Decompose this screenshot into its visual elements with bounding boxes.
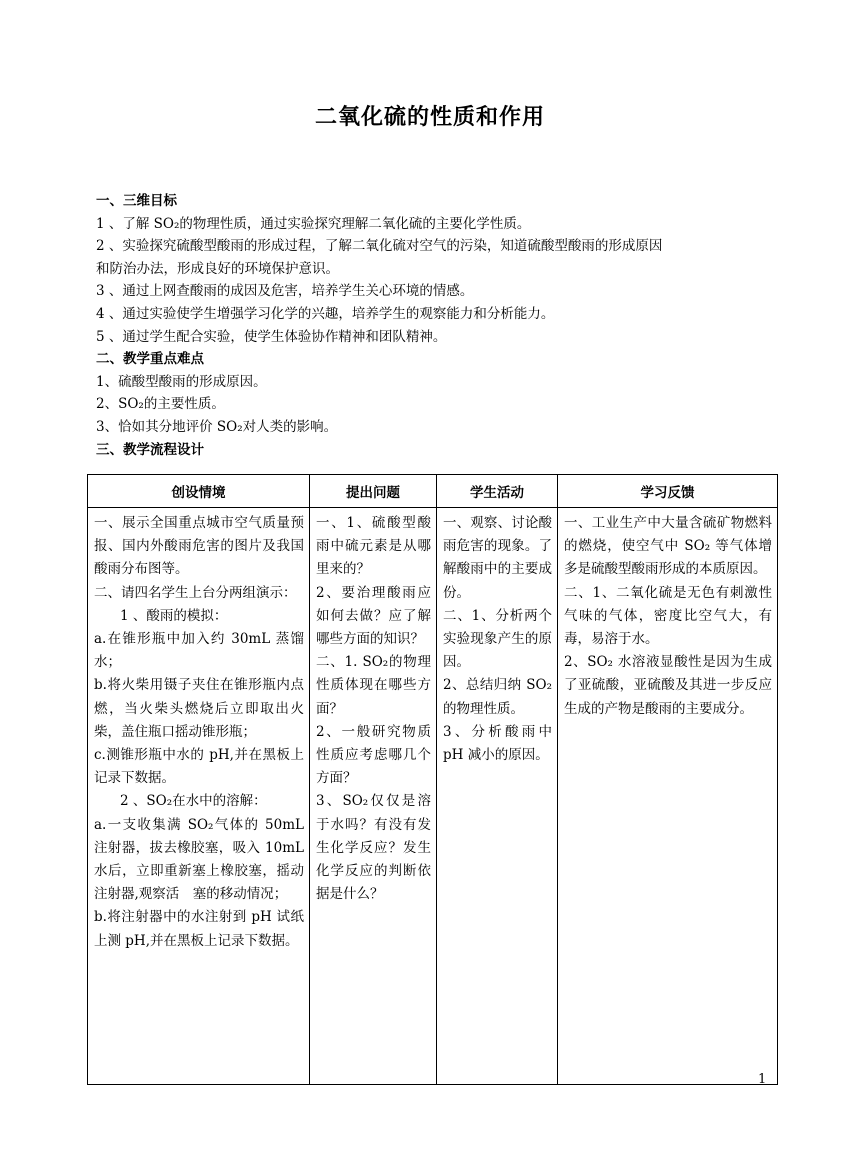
cell-paragraph: a.在锥形瓶中加入约 30mL 蒸馏水；	[94, 631, 304, 671]
section-heading-process: 三、教学流程设计	[96, 441, 204, 458]
cell-paragraph: 2、总结归纳 SO₂的物理性质。	[443, 677, 552, 717]
page-title: 二氧化硫的性质和作用	[314, 105, 545, 130]
cell-paragraph: 二、1. SO₂的物理性质体现在哪些方面？	[316, 654, 431, 717]
cell-paragraph: b.将注射器中的水注射到 pH 试纸上测 pH,并在黑板上记录下数据。	[94, 909, 304, 949]
cell-paragraph: a.一支收集满 SO₂气体的 50mL 注射器，拔去橡胶塞，吸入 10mL 水后，立即重新塞上橡胶塞，摇动注射器,观察活 塞的移动情况；	[94, 816, 304, 903]
objective-item-2-cont: 和防治办法，形成良好的环境保护意识。	[96, 260, 339, 277]
cell-paragraph: c.测锥形瓶中水的 pH,并在黑板上记录下数据。	[94, 747, 304, 787]
page-number: 1	[758, 1072, 767, 1087]
cell-paragraph: 2、SO₂ 水溶液显酸性是因为生成了亚硫酸，亚硫酸及其进一步反应生成的产物是酸雨的主要成分。	[564, 654, 772, 717]
cell-paragraph: 2、一般研究物质性质应考虑哪几个方面？	[316, 723, 431, 787]
header-questions: 提出问题	[310, 475, 437, 508]
header-activities: 学生活动	[437, 475, 558, 508]
key-point-2: 2、SO₂的主要性质。	[96, 396, 225, 413]
objective-item-5: 5 、通过学生配合实验，使学生体验协作精神和团队精神。	[96, 328, 447, 345]
section-heading-key-points: 二、教学重点难点	[96, 351, 204, 368]
cell-paragraph: 二、请四名学生上台分两组演示：	[94, 584, 297, 601]
section-heading-objectives: 一、三维目标	[96, 193, 177, 209]
table-row	[88, 508, 778, 1085]
cell-activities	[437, 508, 558, 1085]
objective-item-2: 2 、实验探究硫酸型酸雨的形成过程，了解二氧化硫对空气的污染，知道硫酸型酸雨的形成原因	[96, 238, 663, 255]
cell-paragraph: 一、展示全国重点城市空气质量预报、国内外酸雨危害的图片及我国酸雨分布图等。	[94, 515, 304, 578]
cell-feedback	[558, 508, 778, 1085]
table-header-row	[88, 475, 778, 508]
objective-item-3: 3 、通过上网查酸雨的成因及危害，培养学生关心环境的情感。	[96, 283, 474, 300]
objective-item-4: 4 、通过实验使学生增强学习化学的兴趣，培养学生的观察能力和分析能力。	[96, 305, 555, 322]
cell-paragraph: 3、SO₂仅仅是溶于水吗？有没有发生化学反应？发生化学反应的判断依据是什么？	[316, 793, 431, 903]
cell-paragraph: 二、1、分析两个实验现象产生的原因。	[443, 607, 552, 671]
cell-paragraph: 二、1、二氧化硫是无色有刺激性气味的气体，密度比空气大，有毒，易溶于水。	[564, 584, 772, 648]
objective-item-1: 1 、了解 SO₂的物理性质，通过实验探究理解二氧化硫的主要化学性质。	[96, 215, 531, 232]
cell-paragraph: 3、分析酸雨中 pH 减小的原因。	[443, 723, 552, 764]
header-scenario: 创设情境	[88, 475, 310, 508]
cell-paragraph: 一、观察、讨论酸雨危害的现象。了解酸雨中的主要成份。	[443, 515, 552, 601]
document-body	[96, 190, 786, 461]
cell-paragraph: b.将火柴用镊子夹住在锥形瓶内点燃，当火柴头燃烧后立即取出火柴，盖住瓶口摇动锥形瓶；	[94, 677, 304, 740]
cell-paragraph: 2 、SO₂在水中的溶解：	[120, 793, 267, 810]
cell-paragraph: 一、工业生产中大量含硫矿物燃料的燃烧，使空气中 SO₂ 等气体增多是硫酸型酸雨形成的本质原因。	[564, 515, 772, 578]
teaching-process-table	[87, 474, 778, 1085]
cell-scenario	[88, 508, 310, 1085]
cell-paragraph: 1 、酸雨的模拟：	[120, 607, 228, 624]
cell-paragraph: 2、要治理酸雨应如何去做？应了解哪些方面的知识？	[316, 584, 431, 648]
cell-questions	[310, 508, 437, 1085]
key-point-3: 3、恰如其分地评价 SO₂对人类的影响。	[96, 418, 338, 435]
key-point-1: 1、硫酸型酸雨的形成原因。	[96, 373, 267, 390]
header-feedback: 学习反馈	[558, 475, 778, 508]
cell-paragraph: 一、1、硫酸型酸雨中硫元素是从哪里来的？	[316, 515, 431, 578]
